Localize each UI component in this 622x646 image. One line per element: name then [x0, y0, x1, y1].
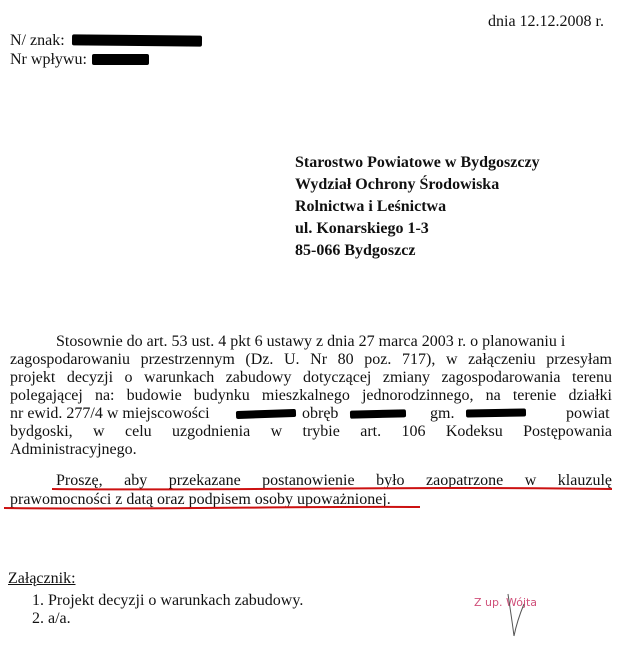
body-line-5-commune: gm.	[430, 405, 455, 422]
received-number-label: Nr wpływu:	[10, 51, 87, 68]
redacted-our-sign	[72, 34, 202, 46]
attachment-item-1: 1. Projekt decyzji o warunkach zabudowy.	[32, 592, 304, 609]
recipient-line-1: Starostwo Powiatowe w Bydgoszczy	[295, 154, 540, 171]
body-line-4: polegającej na: budowie budynku mieszkalnego jednorodzinnego, na terenie działki	[10, 387, 612, 404]
recipient-line-4: ul. Konarskiego 1-3	[295, 220, 429, 237]
recipient-line-5: 85-066 Bydgoszcz	[295, 242, 416, 259]
recipient-line-2: Wydział Ochrony Środowiska	[295, 176, 500, 193]
body-line-3: projekt decyzji o warunkach zabudowy dotyczącej zmiany zagospodarowania terenu	[10, 369, 612, 386]
redacted-precinct	[350, 409, 406, 418]
body-line-7: Administracyjnego.	[10, 441, 137, 458]
body-line-5-county: powiat	[566, 405, 610, 422]
body-line-6: bydgoski, w celu uzgodnienia w trybie art. 106 Kodeksu Postępowania	[10, 423, 612, 440]
body-line-1: Stosownie do art. 53 ust. 4 pkt 6 ustawy z dnia 27 marca 2003 r. o planowaniu i	[56, 333, 566, 350]
body-line-5-precinct: obręb	[302, 405, 339, 422]
redacted-locality	[236, 409, 296, 419]
signature-mark	[502, 590, 532, 640]
body-line-5-start: nr ewid. 277/4 w miejscowości	[10, 405, 210, 422]
redacted-received-number	[92, 54, 149, 65]
request-line-2: prawomocności z datą oraz podpisem osoby upoważnionej.	[10, 491, 391, 508]
attachment-item-2: 2. a/a.	[32, 610, 71, 627]
redacted-commune	[466, 408, 526, 417]
document-date: dnia 12.12.2008 r.	[488, 13, 604, 30]
body-line-2: zagospodarowaniu przestrzennym (Dz. U. Nr 80 poz. 717), w załączeniu przesyłam	[10, 351, 612, 368]
authorization-stamp: Z up. Wójta	[474, 596, 538, 609]
our-sign-label: N/ znak:	[10, 32, 65, 49]
attachment-heading: Załącznik:	[8, 570, 76, 587]
request-line-1: Proszę, aby przekazane postanowienie było zaopatrzone w klauzulę	[56, 472, 612, 489]
recipient-line-3: Rolnictwa i Leśnictwa	[295, 198, 447, 215]
